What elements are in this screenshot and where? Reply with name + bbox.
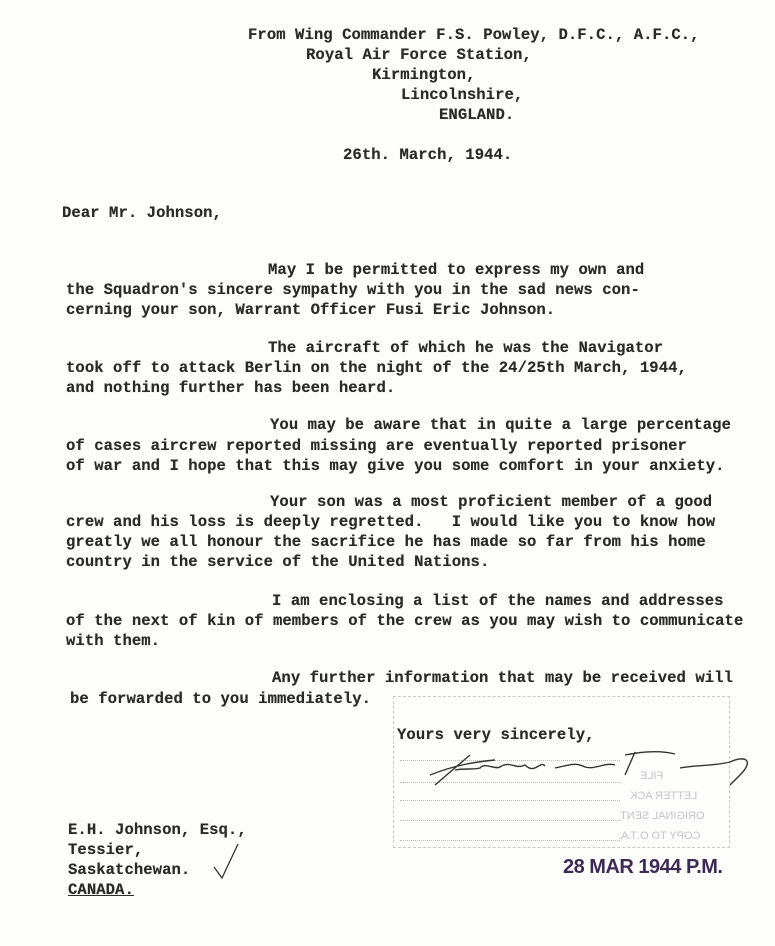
stamp-label: LETTER ACK	[630, 790, 698, 802]
body-line: the Squadron's sincere sympathy with you in the sad news con-	[66, 281, 640, 299]
check-mark-icon	[212, 842, 242, 882]
signature	[425, 740, 765, 800]
body-line: cerning your son, Warrant Officer Fusi Eric Johnson.	[66, 301, 556, 319]
body-line: You may be aware that in quite a large percentage	[270, 416, 731, 434]
body-line: took off to attack Berlin on the night of the 24/25th March, 1944,	[66, 359, 687, 377]
stamp-label: COPY TO O.T.A.	[618, 830, 701, 842]
body-line: Any further information that may be received will	[272, 669, 733, 687]
body-line: country in the service of the United Nations.	[66, 553, 490, 571]
body-line: be forwarded to you immediately.	[70, 690, 372, 708]
recipient-line: Tessier,	[68, 841, 144, 859]
salutation: Dear Mr. Johnson,	[62, 204, 222, 222]
letterhead-line: Kirmington,	[372, 66, 476, 84]
stamp-label: ORIGINAL SENT	[620, 810, 705, 822]
recipient-line: Saskatchewan.	[68, 861, 191, 879]
body-line: I am enclosing a list of the names and addresses	[272, 592, 724, 610]
body-line: crew and his loss is deeply regretted. I would like you to know how	[66, 513, 716, 531]
recipient-line: CANADA.	[68, 881, 134, 899]
body-line: of cases aircrew reported missing are eventually reported prisoner	[66, 437, 687, 455]
letter-date: 26th. March, 1944.	[343, 146, 513, 164]
body-line: Your son was a most proficient member of a good	[270, 493, 713, 511]
received-date-stamp: 28 MAR 1944 P.M.	[563, 856, 723, 878]
letterhead-line: ENGLAND.	[439, 106, 515, 124]
body-line: and nothing further has been heard.	[66, 379, 396, 397]
stamp-dotted-line	[400, 820, 620, 821]
body-line: with them.	[66, 632, 161, 650]
letterhead-line: From Wing Commander F.S. Powley, D.F.C., A.F.C.,	[248, 26, 700, 44]
recipient-line: E.H. Johnson, Esq.,	[68, 821, 247, 839]
closing: Yours very sincerely,	[397, 726, 595, 744]
letterhead-line: Lincolnshire,	[401, 86, 524, 104]
stamp-dotted-line	[400, 800, 620, 801]
body-line: greatly we all honour the sacrifice he has made so far from his home	[66, 533, 706, 551]
stamp-label: FILE	[640, 770, 664, 782]
letterhead-line: Royal Air Force Station,	[306, 46, 532, 64]
body-line: of the next of kin of members of the crew as you may wish to communicate	[66, 612, 744, 630]
body-line: May I be permitted to express my own and	[268, 261, 645, 279]
body-line: The aircraft of which he was the Navigator	[268, 339, 664, 357]
body-line: of war and I hope that this may give you some comfort in your anxiety.	[66, 457, 725, 475]
stamp-dotted-line	[400, 840, 620, 841]
